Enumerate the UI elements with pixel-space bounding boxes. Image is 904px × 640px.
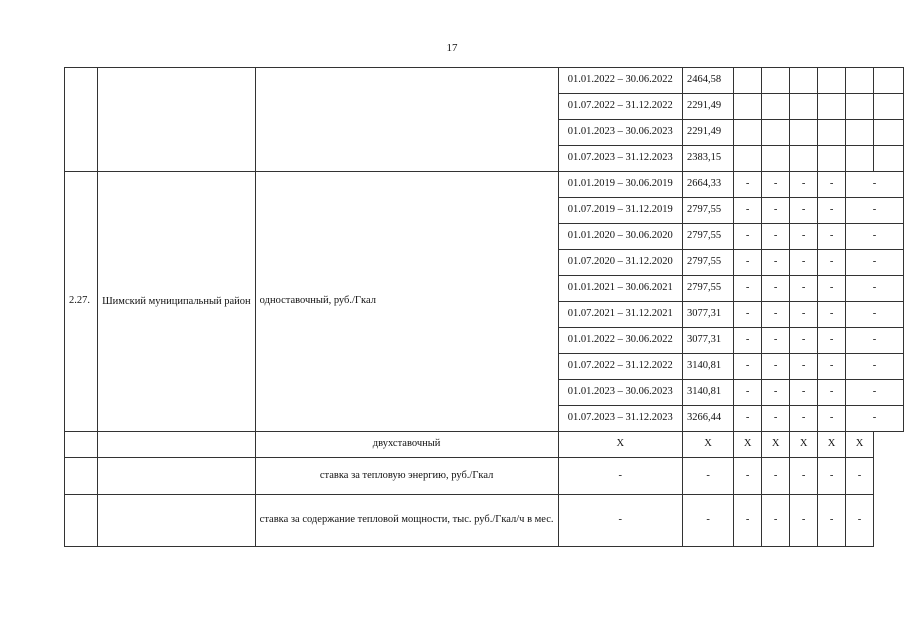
dash-cell: -	[790, 198, 818, 224]
dash-cell: -	[790, 276, 818, 302]
page-number: 17	[446, 42, 458, 54]
value-cell: 2797,55	[682, 250, 733, 276]
x-cell: X	[682, 432, 733, 458]
dash-cell: -	[818, 380, 846, 406]
dash-cell: -	[734, 250, 762, 276]
dash-cell: -	[762, 198, 790, 224]
period-cell: 01.07.2023 – 31.12.2023	[558, 146, 682, 172]
dash-cell: -	[762, 380, 790, 406]
dash-cell: -	[734, 495, 762, 547]
empty-cell	[65, 432, 98, 458]
value-cell: 2797,55	[682, 276, 733, 302]
dash-cell: -	[790, 495, 818, 547]
energy-rate-label: ставка за тепловую энергию, руб./Гкал	[255, 458, 558, 495]
empty-cell	[846, 120, 874, 146]
empty-cell	[734, 94, 762, 120]
dash-cell: -	[762, 172, 790, 198]
empty-cell	[818, 94, 846, 120]
empty-cell	[846, 146, 874, 172]
x-cell: X	[762, 432, 790, 458]
dash-cell: -	[818, 458, 846, 495]
empty-cell	[874, 146, 904, 172]
period-cell: 01.01.2019 – 30.06.2019	[558, 172, 682, 198]
dash-cell: -	[790, 172, 818, 198]
period-cell: 01.01.2021 – 30.06.2021	[558, 276, 682, 302]
dash-cell: -	[558, 495, 682, 547]
empty-cell	[98, 458, 256, 495]
empty-cell	[762, 94, 790, 120]
period-cell: 01.01.2023 – 30.06.2023	[558, 380, 682, 406]
value-cell: 2291,49	[682, 94, 733, 120]
dash-cell: -	[790, 354, 818, 380]
dash-cell: -	[558, 458, 682, 495]
value-cell: 2664,33	[682, 172, 733, 198]
value-cell: 2797,55	[682, 198, 733, 224]
dash-cell: -	[818, 302, 846, 328]
empty-cell	[790, 120, 818, 146]
x-cell: X	[790, 432, 818, 458]
dash-cell: -	[790, 328, 818, 354]
value-cell: 3077,31	[682, 328, 733, 354]
empty-cell	[790, 146, 818, 172]
empty-cell	[762, 120, 790, 146]
section-number: 2.27.	[65, 172, 98, 432]
area-name: Шимский муниципальный район	[98, 172, 256, 432]
empty-cell	[734, 146, 762, 172]
dash-cell: -	[762, 276, 790, 302]
dash-cell: -	[762, 302, 790, 328]
x-cell: X	[818, 432, 846, 458]
period-cell: 01.07.2019 – 31.12.2019	[558, 198, 682, 224]
dash-cell: -	[682, 495, 733, 547]
dash-cell: -	[762, 354, 790, 380]
dash-cell: -	[846, 172, 904, 198]
dash-cell: -	[762, 406, 790, 432]
period-cell: 01.01.2022 – 30.06.2022	[558, 68, 682, 94]
table-row	[65, 495, 904, 547]
period-cell: 01.07.2022 – 31.12.2022	[558, 94, 682, 120]
empty-cell	[762, 68, 790, 94]
dash-cell: -	[734, 172, 762, 198]
dash-cell: -	[846, 276, 904, 302]
table-row	[65, 432, 904, 458]
power-rate-label: ставка за содержание тепловой мощности, тыс. руб./Гкал/ч в мес.	[255, 495, 558, 547]
number-cell	[65, 68, 98, 172]
period-cell: 01.07.2023 – 31.12.2023	[558, 406, 682, 432]
x-cell: X	[734, 432, 762, 458]
empty-cell	[65, 495, 98, 547]
dash-cell: -	[846, 380, 904, 406]
empty-cell	[846, 68, 874, 94]
dash-cell: -	[734, 198, 762, 224]
tariff-table	[64, 67, 904, 547]
tariff-table-body	[65, 68, 904, 547]
dash-cell: -	[846, 354, 904, 380]
value-cell: 3077,31	[682, 302, 733, 328]
two-part-label: двухставочный	[255, 432, 558, 458]
dash-cell: -	[682, 458, 733, 495]
dash-cell: -	[790, 458, 818, 495]
dash-cell: -	[818, 406, 846, 432]
dash-cell: -	[762, 224, 790, 250]
dash-cell: -	[790, 380, 818, 406]
table-row	[65, 68, 904, 94]
dash-cell: -	[734, 380, 762, 406]
x-cell: X	[558, 432, 682, 458]
dash-cell: -	[790, 224, 818, 250]
dash-cell: -	[846, 198, 904, 224]
dash-cell: -	[818, 224, 846, 250]
area-cell	[98, 68, 256, 172]
dash-cell: -	[818, 328, 846, 354]
dash-cell: -	[846, 250, 904, 276]
dash-cell: -	[734, 406, 762, 432]
period-cell: 01.01.2022 – 30.06.2022	[558, 328, 682, 354]
dash-cell: -	[818, 198, 846, 224]
empty-cell	[790, 68, 818, 94]
dash-cell: -	[734, 224, 762, 250]
value-cell: 2464,58	[682, 68, 733, 94]
period-cell: 01.07.2021 – 31.12.2021	[558, 302, 682, 328]
dash-cell: -	[734, 276, 762, 302]
value-cell: 3140,81	[682, 380, 733, 406]
empty-cell	[818, 120, 846, 146]
empty-cell	[762, 146, 790, 172]
empty-cell	[734, 120, 762, 146]
table-row	[65, 172, 904, 198]
dash-cell: -	[818, 495, 846, 547]
empty-cell	[874, 120, 904, 146]
value-cell: 3140,81	[682, 354, 733, 380]
dash-cell: -	[846, 406, 904, 432]
empty-cell	[874, 94, 904, 120]
period-cell: 01.01.2020 – 30.06.2020	[558, 224, 682, 250]
dash-cell: -	[846, 302, 904, 328]
tariff-type: одноставочный, руб./Гкал	[255, 172, 558, 432]
dash-cell: -	[762, 328, 790, 354]
dash-cell: -	[818, 276, 846, 302]
empty-cell	[65, 458, 98, 495]
empty-cell	[818, 146, 846, 172]
empty-cell	[734, 68, 762, 94]
dash-cell: -	[846, 458, 874, 495]
dash-cell: -	[734, 328, 762, 354]
empty-cell	[874, 68, 904, 94]
dash-cell: -	[790, 406, 818, 432]
dash-cell: -	[846, 224, 904, 250]
period-cell: 01.01.2023 – 30.06.2023	[558, 120, 682, 146]
value-cell: 3266,44	[682, 406, 733, 432]
dash-cell: -	[734, 458, 762, 495]
dash-cell: -	[818, 172, 846, 198]
dash-cell: -	[734, 354, 762, 380]
period-cell: 01.07.2022 – 31.12.2022	[558, 354, 682, 380]
empty-cell	[846, 94, 874, 120]
period-cell: 01.07.2020 – 31.12.2020	[558, 250, 682, 276]
table-row	[65, 458, 904, 495]
dash-cell: -	[846, 328, 904, 354]
dash-cell: -	[734, 302, 762, 328]
dash-cell: -	[790, 250, 818, 276]
dash-cell: -	[762, 495, 790, 547]
value-cell: 2383,15	[682, 146, 733, 172]
dash-cell: -	[846, 495, 874, 547]
empty-cell	[98, 432, 256, 458]
empty-cell	[790, 94, 818, 120]
dash-cell: -	[790, 302, 818, 328]
dash-cell: -	[818, 354, 846, 380]
dash-cell: -	[762, 458, 790, 495]
value-cell: 2797,55	[682, 224, 733, 250]
value-cell: 2291,49	[682, 120, 733, 146]
empty-cell	[98, 495, 256, 547]
empty-cell	[818, 68, 846, 94]
x-cell: X	[846, 432, 874, 458]
type-cell	[255, 68, 558, 172]
dash-cell: -	[762, 250, 790, 276]
dash-cell: -	[818, 250, 846, 276]
